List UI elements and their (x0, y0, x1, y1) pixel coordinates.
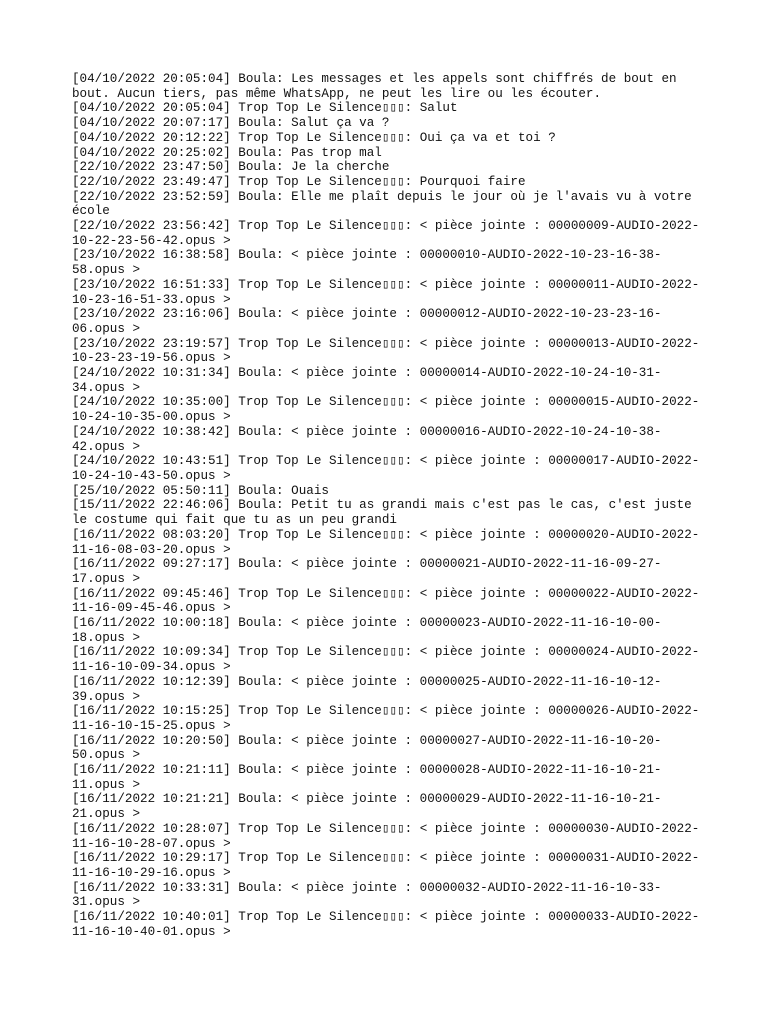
chat-log-line: [04/10/2022 20:05:04] Trop Top Le Silence▯▯▯: Salut (72, 101, 458, 116)
chat-log-line: 10-24-10-35-00.opus > (72, 410, 231, 425)
chat-log-line: 11-16-10-40-01.opus > (72, 924, 231, 939)
chat-log-line: [22/10/2022 23:56:42] Trop Top Le Silence▯▯▯: < pièce jointe : 00000009-AUDIO-2022- (72, 219, 700, 234)
chat-log-line: 17.opus > (72, 571, 141, 586)
chat-log (72, 72, 702, 939)
chat-log-line: [16/11/2022 10:40:01] Trop Top Le Silence▯▯▯: < pièce jointe : 00000033-AUDIO-2022- (72, 910, 700, 925)
chat-log-line: 11-16-10-29-16.opus > (72, 865, 231, 880)
chat-log-line: [22/10/2022 23:52:59] Boula: Elle me plaît depuis le jour où je l'avais vu à votre (72, 189, 692, 204)
chat-export-page (72, 72, 702, 939)
chat-log-line: [04/10/2022 20:05:04] Boula: Les messages et les appels sont chiffrés de bout en (72, 72, 677, 86)
chat-log-line: 11-16-08-03-20.opus > (72, 542, 231, 557)
chat-log-line: 31.opus > (72, 895, 141, 910)
chat-log-line: [23/10/2022 23:19:57] Trop Top Le Silence▯▯▯: < pièce jointe : 00000013-AUDIO-2022- (72, 336, 700, 351)
chat-log-line: [16/11/2022 10:29:17] Trop Top Le Silence▯▯▯: < pièce jointe : 00000031-AUDIO-2022- (72, 851, 700, 866)
chat-log-line: [24/10/2022 10:38:42] Boula: < pièce jointe : 00000016-AUDIO-2022-10-24-10-38- (72, 424, 662, 439)
chat-log-line: 10-23-23-19-56.opus > (72, 351, 231, 366)
chat-log-line: [16/11/2022 10:12:39] Boula: < pièce jointe : 00000025-AUDIO-2022-11-16-10-12- (72, 674, 662, 689)
chat-log-line: [15/11/2022 22:46:06] Boula: Petit tu as grandi mais c'est pas le cas, c'est juste (72, 498, 692, 513)
chat-log-line: 06.opus > (72, 321, 141, 336)
chat-log-line: [16/11/2022 10:21:11] Boula: < pièce jointe : 00000028-AUDIO-2022-11-16-10-21- (72, 763, 662, 778)
chat-log-line: [23/10/2022 16:38:58] Boula: < pièce jointe : 00000010-AUDIO-2022-10-23-16-38- (72, 248, 662, 263)
chat-log-line: école (72, 204, 110, 219)
chat-log-line: le costume qui fait que tu as un peu grandi (72, 513, 397, 528)
chat-log-line: [25/10/2022 05:50:11] Boula: Ouais (72, 483, 329, 498)
chat-log-line: [16/11/2022 08:03:20] Trop Top Le Silence▯▯▯: < pièce jointe : 00000020-AUDIO-2022- (72, 527, 700, 542)
chat-log-line: 11-16-10-28-07.opus > (72, 836, 231, 851)
chat-log-line: [16/11/2022 10:33:31] Boula: < pièce jointe : 00000032-AUDIO-2022-11-16-10-33- (72, 880, 662, 895)
chat-log-line: [22/10/2022 23:49:47] Trop Top Le Silence▯▯▯: Pourquoi faire (72, 174, 526, 189)
chat-log-line: 21.opus > (72, 807, 141, 822)
chat-log-line: [22/10/2022 23:47:50] Boula: Je la cherche (72, 160, 390, 175)
chat-log-line: [16/11/2022 10:15:25] Trop Top Le Silence▯▯▯: < pièce jointe : 00000026-AUDIO-2022- (72, 704, 700, 719)
chat-log-line: 18.opus > (72, 630, 141, 645)
chat-log-line: 11-16-09-45-46.opus > (72, 601, 231, 616)
chat-log-line: [16/11/2022 10:28:07] Trop Top Le Silence▯▯▯: < pièce jointe : 00000030-AUDIO-2022- (72, 821, 700, 836)
chat-log-line: 10-24-10-43-50.opus > (72, 468, 231, 483)
chat-log-line: 11-16-10-09-34.opus > (72, 660, 231, 675)
chat-log-line: 50.opus > (72, 748, 141, 763)
chat-log-line: [24/10/2022 10:35:00] Trop Top Le Silence▯▯▯: < pièce jointe : 00000015-AUDIO-2022- (72, 395, 700, 410)
chat-log-line: [16/11/2022 10:09:34] Trop Top Le Silence▯▯▯: < pièce jointe : 00000024-AUDIO-2022- (72, 645, 700, 660)
chat-log-line: [04/10/2022 20:12:22] Trop Top Le Silence▯▯▯: Oui ça va et toi ? (72, 130, 556, 145)
chat-log-line: 11-16-10-15-25.opus > (72, 718, 231, 733)
chat-log-line: 11.opus > (72, 777, 141, 792)
chat-log-line: [04/10/2022 20:07:17] Boula: Salut ça va ? (72, 116, 390, 131)
chat-log-line: 10-22-23-56-42.opus > (72, 233, 231, 248)
chat-log-line: [04/10/2022 20:25:02] Boula: Pas trop mal (72, 145, 382, 160)
chat-log-line: [16/11/2022 10:21:21] Boula: < pièce jointe : 00000029-AUDIO-2022-11-16-10-21- (72, 792, 662, 807)
chat-log-line: 34.opus > (72, 380, 141, 395)
chat-log-line: 58.opus > (72, 263, 141, 278)
chat-log-line: [16/11/2022 09:45:46] Trop Top Le Silence▯▯▯: < pièce jointe : 00000022-AUDIO-2022- (72, 586, 700, 601)
chat-log-line: 10-23-16-51-33.opus > (72, 292, 231, 307)
chat-log-line: 39.opus > (72, 689, 141, 704)
chat-log-line: [24/10/2022 10:31:34] Boula: < pièce jointe : 00000014-AUDIO-2022-10-24-10-31- (72, 366, 662, 381)
chat-log-line: [16/11/2022 10:00:18] Boula: < pièce jointe : 00000023-AUDIO-2022-11-16-10-00- (72, 616, 662, 631)
chat-log-line: [24/10/2022 10:43:51] Trop Top Le Silence▯▯▯: < pièce jointe : 00000017-AUDIO-2022- (72, 454, 700, 469)
chat-log-line: [23/10/2022 23:16:06] Boula: < pièce jointe : 00000012-AUDIO-2022-10-23-23-16- (72, 307, 662, 322)
chat-log-line: [16/11/2022 09:27:17] Boula: < pièce jointe : 00000021-AUDIO-2022-11-16-09-27- (72, 557, 662, 572)
chat-log-line: [16/11/2022 10:20:50] Boula: < pièce jointe : 00000027-AUDIO-2022-11-16-10-20- (72, 733, 662, 748)
chat-log-line: bout. Aucun tiers, pas même WhatsApp, ne peut les lire ou les écouter. (72, 86, 602, 101)
chat-log-line: [23/10/2022 16:51:33] Trop Top Le Silence▯▯▯: < pièce jointe : 00000011-AUDIO-2022- (72, 277, 700, 292)
chat-log-line: 42.opus > (72, 439, 141, 454)
